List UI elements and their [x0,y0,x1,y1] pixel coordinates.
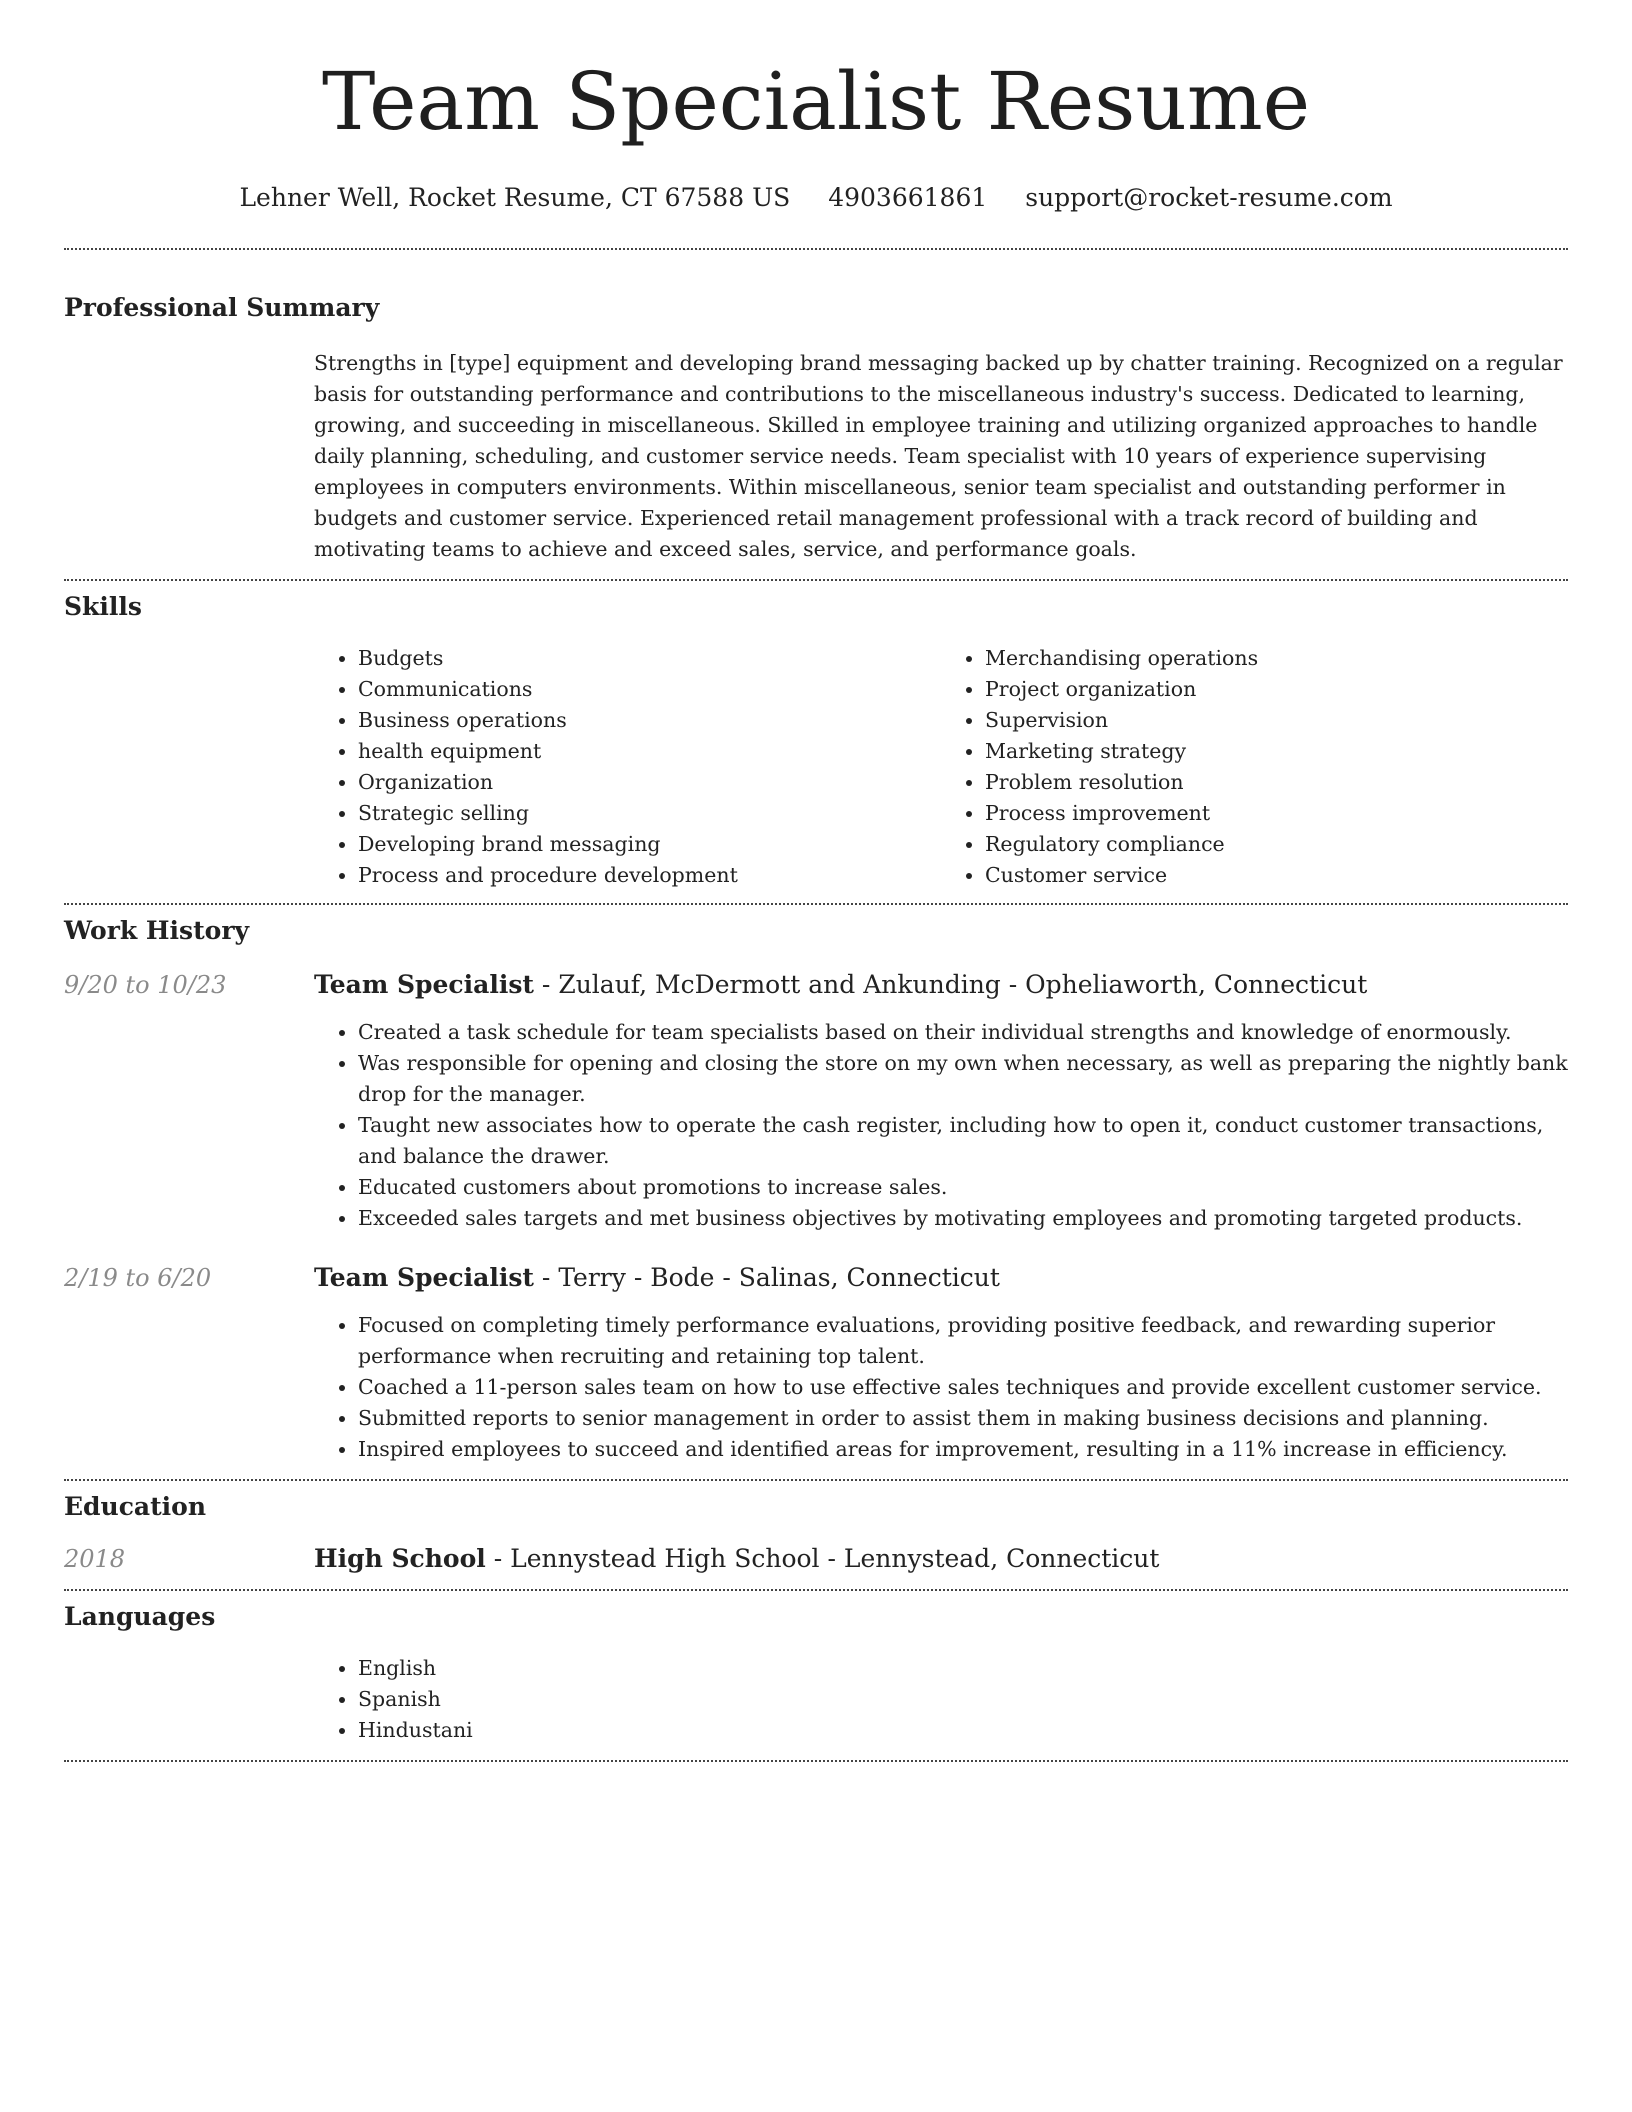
job-details: - Terry - Bode - Salinas, Connecticut [533,1263,1000,1292]
skills-section [64,581,1568,903]
job-entry [64,1262,1568,1465]
skill-item: • health equipment [358,736,941,767]
skill-item: • Marketing strategy [985,736,1568,767]
skills-list-right [941,643,1568,891]
job-header [64,1262,1568,1294]
skills-list-left [314,643,941,891]
job-title-line [314,969,1367,1001]
skill-item: • Customer service [985,860,1568,891]
job-header [64,969,1568,1001]
skill-item: • Strategic selling [358,798,941,829]
job-bullet: • Coached a 11-person sales team on how to use effective sales techniques and provide excellent customer service. [358,1372,1568,1403]
education-year: 2018 [64,1545,126,1573]
language-item: • Hindustani [358,1715,1568,1746]
education-degree: High School [314,1544,486,1573]
contact-email[interactable]: support@rocket-resume.com [1025,183,1393,212]
skill-item: • Communications [358,674,941,705]
job-bullet: • Focused on completing timely performance evaluations, providing positive feedback, and rewarding superior performance when recruiting and retaining top talent. [358,1310,1568,1372]
education-entry [64,1543,1568,1589]
job-bullet: • Educated customers about promotions to increase sales. [358,1172,1568,1203]
skill-item: • Merchandising operations [985,643,1568,674]
languages-heading: Languages [64,1602,216,1631]
languages-list [314,1653,1568,1760]
education-title-line [314,1543,1159,1575]
skill-item: • Regulatory compliance [985,829,1568,860]
job-dates: 2/19 to 6/20 [64,1264,212,1292]
job-bullet: • Submitted reports to senior management in order to assist them in making business decisions and planning. [358,1403,1568,1434]
education-section [64,1481,1568,1589]
summary-heading: Professional Summary [64,293,380,322]
contact-phone: 4903661861 [828,183,988,212]
skills-heading: Skills [64,592,142,621]
skills-grid [314,643,1568,903]
resume-title: Team Specialist Resume [321,55,1311,148]
languages-section [64,1591,1568,1760]
skill-item: • Budgets [358,643,941,674]
job-role: Team Specialist [314,970,534,999]
contact-line [64,182,1568,214]
education-heading: Education [64,1492,207,1521]
job-title-line [314,1262,1000,1294]
skill-item: • Developing brand messaging [358,829,941,860]
skill-item: • Process improvement [985,798,1568,829]
job-bullet: • Was responsible for opening and closing the store on my own when necessary, as well as preparing the nightly bank drop for the manager. [358,1048,1568,1110]
job-bullet: • Exceeded sales targets and met business objectives by motivating employees and promoting targeted products. [358,1203,1568,1234]
summary-section [64,250,1568,579]
contact-address: Lehner Well, Rocket Resume, CT 67588 US [239,183,791,212]
education-details: - Lennystead High School - Lennystead, Connecticut [485,1544,1160,1573]
skill-item: • Supervision [985,705,1568,736]
job-bullet: • Created a task schedule for team specialists based on their individual strengths and knowledge of enormously. [358,1017,1568,1048]
divider [64,1760,1568,1762]
skill-item: • Organization [358,767,941,798]
skill-item: • Process and procedure development [358,860,941,891]
skill-item: • Business operations [358,705,941,736]
job-dates: 9/20 to 10/23 [64,971,227,999]
job-bullets [314,1017,1568,1234]
job-details: - Zulauf, McDermott and Ankunding - Opheliaworth, Connecticut [533,970,1368,999]
job-bullet: • Inspired employees to succeed and identified areas for improvement, resulting in a 11% increase in efficiency. [358,1434,1568,1465]
language-item: • English [358,1653,1568,1684]
skill-item: • Problem resolution [985,767,1568,798]
work-heading: Work History [64,916,250,945]
job-bullet: • Taught new associates how to operate the cash register, including how to open it, conduct customer transactions, and balance the drawer. [358,1110,1568,1172]
skill-item: • Project organization [985,674,1568,705]
job-bullets [314,1310,1568,1465]
summary-text: Strengths in [type] equipment and developing brand messaging backed up by chatter training. Recognized on a regular basis for outstanding performance and contributions to the miscellaneous industry's success. Dedicated to learning, growing, and succeeding in miscellaneous. Skilled in employee training and utilizing organized approaches to handle daily planning, scheduling, and customer service needs. Team specialist with 10 years of experience supervising employees in computers environments. Within miscellaneous, senior team specialist and outstanding performer in budgets and customer service. Experienced retail management professional with a track record of building and motivating teams to achieve and exceed sales, service, and performance goals. [314,351,1563,561]
work-section [64,905,1568,1479]
job-entry [64,969,1568,1234]
language-item: • Spanish [358,1684,1568,1715]
job-role: Team Specialist [314,1263,534,1292]
